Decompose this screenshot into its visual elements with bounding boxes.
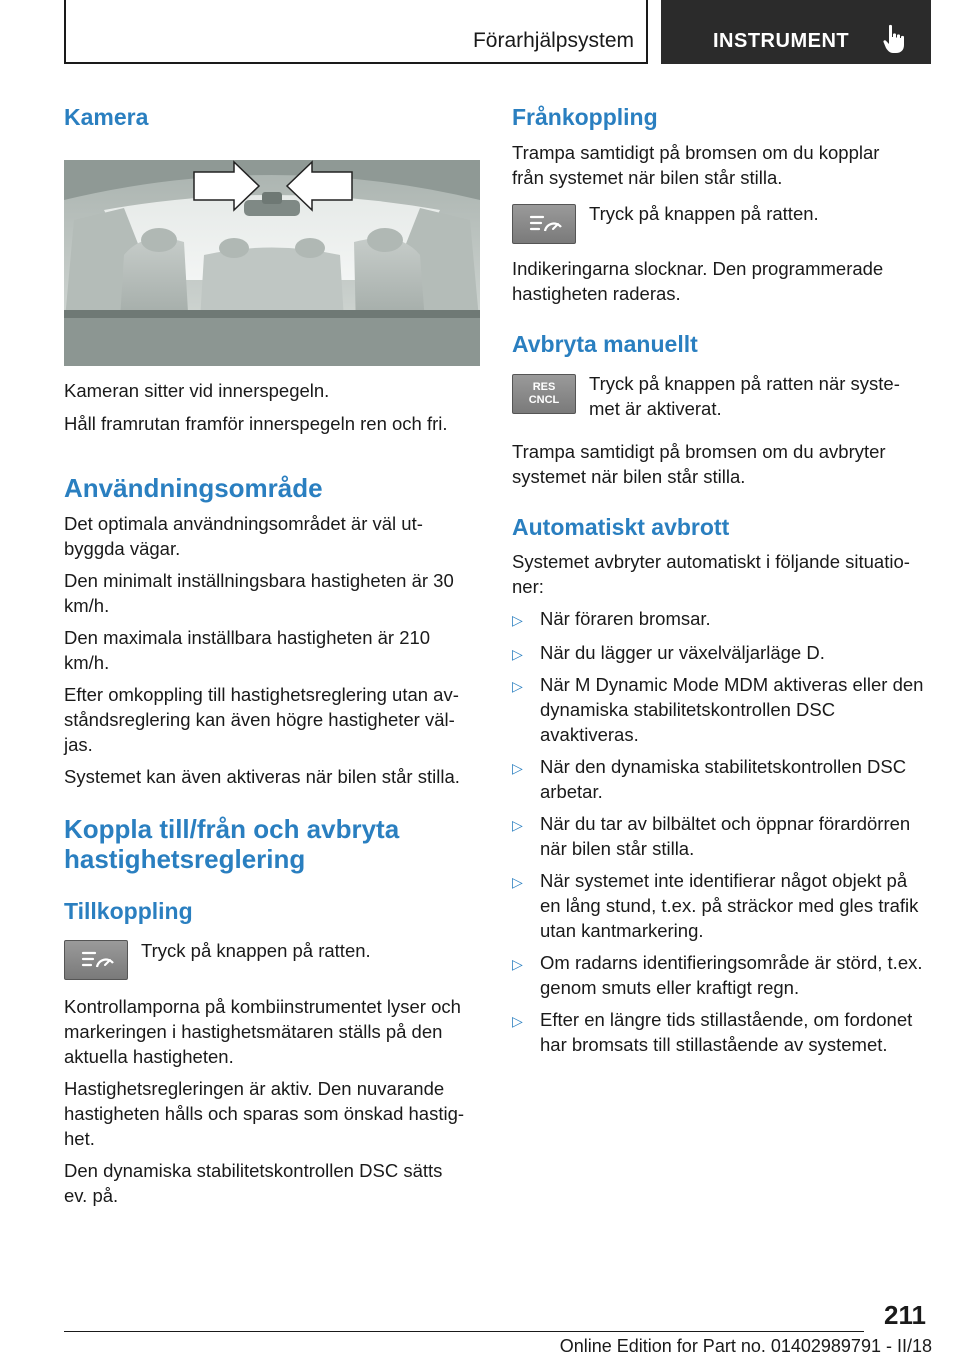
till-button-text: Tryck på knappen på ratten.	[141, 940, 371, 961]
till-paragraph-2: Hastighetsregleringen är aktiv. Den nuvarande hastigheten hålls och sparas som önskad hastig- het.	[64, 1078, 465, 1149]
triangle-bullet-icon: ▷	[512, 678, 523, 694]
avb-paragraph-1: Trampa samtidigt på bromsen om du avbryter systemet när bilen står stilla.	[512, 441, 886, 487]
res-label: RES	[532, 381, 556, 393]
triangle-bullet-icon: ▷	[512, 956, 523, 972]
kamera-paragraph-1: Kameran sitter vid innerspegeln.	[64, 380, 330, 401]
auto-paragraph-1: Systemet avbryter automatiskt i följande situatio- ner:	[512, 551, 910, 597]
kamera-paragraph-2: Håll framrutan framför innerspegeln ren och fri.	[64, 413, 448, 434]
car-interior-image	[64, 160, 480, 366]
avb-button-text: Tryck på knappen på ratten när syste- met är aktiverat.	[589, 373, 900, 419]
triangle-bullet-icon: ▷	[512, 760, 523, 776]
heading-automatiskt-avbrott: Automatiskt avbrott	[512, 514, 730, 540]
anv-paragraph-4: Efter omkoppling till hastighetsreglering utan av- ståndsreglering kan även högre hastigheter väl- jas.	[64, 684, 459, 755]
triangle-bullet-icon: ▷	[512, 612, 523, 628]
page-number: 211	[884, 1300, 926, 1330]
heading-avbryta-manuellt: Avbryta manuellt	[512, 331, 698, 357]
header-section-title: Förarhjälpsystem	[472, 29, 634, 52]
camera-location-illustration	[64, 160, 480, 366]
fran-paragraph-2: Indikeringarna slocknar. Den programmerade hastigheten raderas.	[512, 258, 884, 304]
footer-divider	[64, 1331, 864, 1332]
header-chapter-title: INSTRUMENT	[713, 30, 850, 52]
footer-edition-text: Online Edition for Part no. 01402989791 - II/18	[559, 1336, 932, 1356]
fran-paragraph-1: Trampa samtidigt på bromsen om du kopplar från systemet när bilen står stilla.	[512, 142, 880, 188]
res-cncl-button-icon	[512, 374, 576, 414]
till-paragraph-1: Kontrollamporna på kombiinstrumentet lyser och markeringen i hastighetsmätaren ställs på den aktuella hastigheten.	[64, 996, 461, 1067]
triangle-bullet-icon: ▷	[512, 874, 523, 890]
heading-frankoppling: Frånkoppling	[512, 104, 658, 130]
triangle-bullet-icon: ▷	[512, 646, 523, 662]
cruise-control-button-icon-2	[512, 204, 576, 244]
triangle-bullet-icon: ▷	[512, 817, 523, 833]
triangle-bullet-icon: ▷	[512, 1013, 523, 1029]
heading-koppla: Koppla till/från och avbryta hastighetsreglering	[64, 814, 400, 874]
fran-button-text: Tryck på knappen på ratten.	[589, 203, 819, 224]
header-section-tab	[64, 0, 648, 64]
anv-paragraph-1: Det optimala användningsområdet är väl ut- byggda vägar.	[64, 513, 423, 559]
till-paragraph-3: Den dynamiska stabilitetskontrollen DSC sätts ev. på.	[64, 1160, 443, 1206]
anv-paragraph-5: Systemet kan även aktiveras när bilen står stilla.	[64, 766, 460, 787]
header-chapter-tab	[661, 0, 931, 64]
anv-paragraph-3: Den maximala inställbara hastigheten är 210 km/h.	[64, 627, 431, 673]
heading-anvandningsomrade: Användningsområde	[64, 473, 323, 503]
pointing-hand-icon	[883, 24, 905, 54]
cruise-control-button-icon	[64, 940, 128, 980]
cncl-label: CNCL	[528, 394, 560, 406]
anv-paragraph-2: Den minimalt inställningsbara hastigheten är 30 km/h.	[64, 570, 454, 616]
heading-tillkoppling: Tillkoppling	[64, 898, 193, 924]
heading-kamera: Kamera	[64, 104, 149, 130]
